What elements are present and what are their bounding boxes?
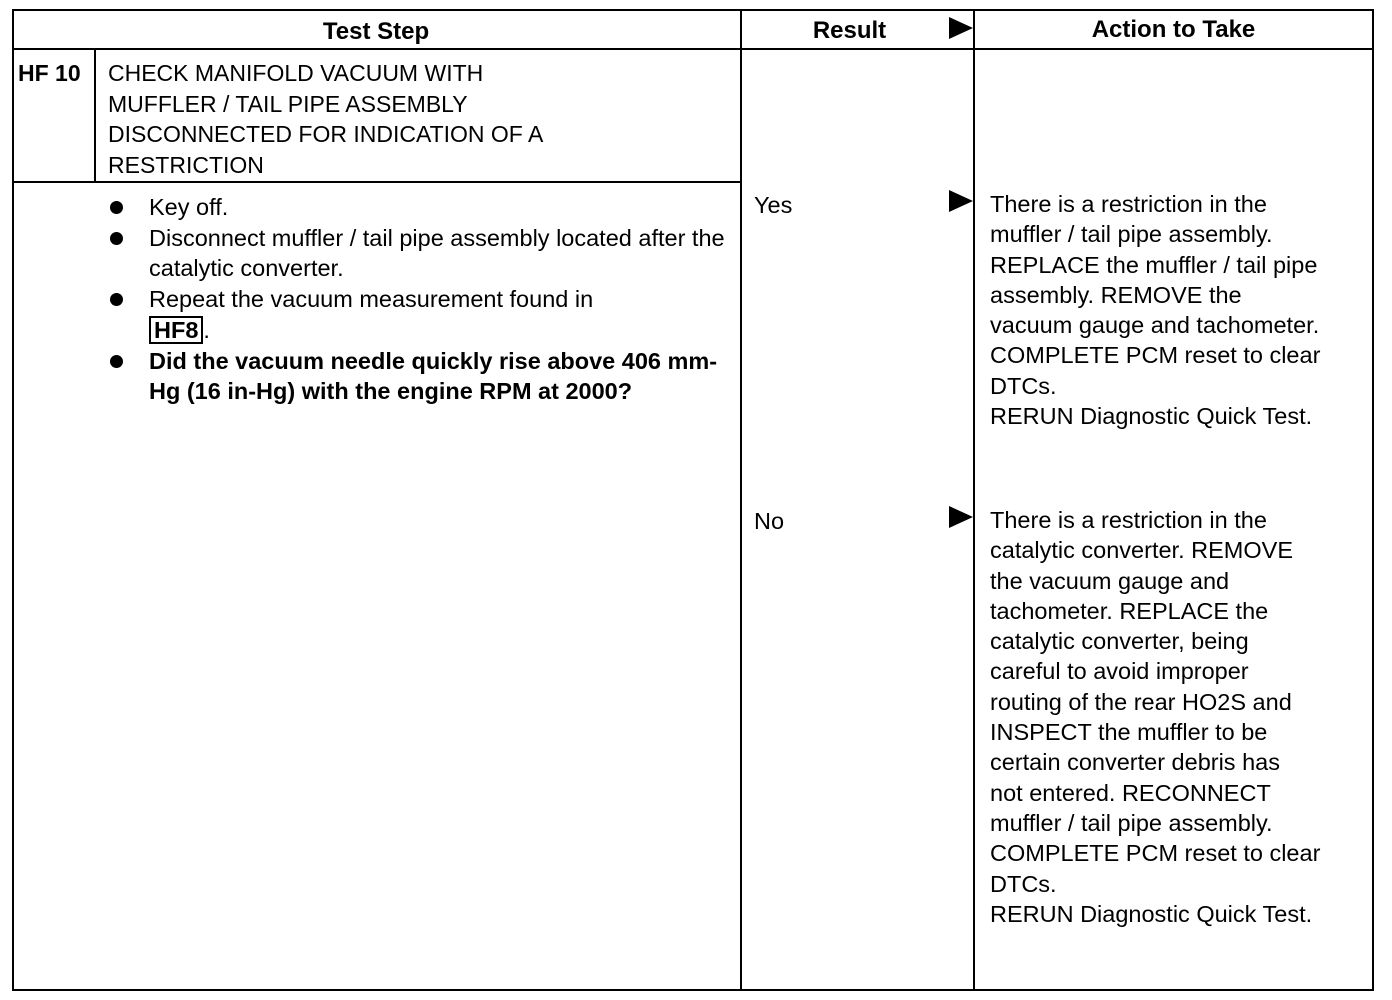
step-instructions — [105, 192, 725, 407]
action-no — [990, 505, 1370, 929]
action-line: muffler / tail pipe assembly. — [990, 221, 1273, 248]
action-line: catalytic converter. REMOVE — [990, 537, 1293, 564]
step-code-divider — [94, 48, 96, 183]
step-title-line: RESTRICTION — [108, 151, 264, 178]
result-no-arrow-icon — [949, 506, 973, 528]
table-top-border — [12, 9, 1374, 11]
action-line: There is a restriction in the — [990, 507, 1267, 533]
action-line: catalytic converter, being — [990, 628, 1249, 655]
action-line: INSPECT the muffler to be — [990, 719, 1268, 746]
action-line: tachometer. REPLACE the — [990, 597, 1269, 624]
result-no: No — [754, 508, 785, 534]
header-test-step: Test Step — [322, 18, 430, 45]
step-title — [108, 58, 728, 180]
header-arrow-icon — [949, 17, 973, 39]
result-yes: Yes — [754, 192, 793, 218]
action-line: assembly. REMOVE the — [990, 281, 1242, 308]
instruction-text-end: . — [203, 317, 210, 343]
action-line: There is a restriction in the — [990, 191, 1267, 217]
bullet-icon — [110, 232, 123, 245]
action-yes — [990, 189, 1370, 431]
instruction-item — [105, 284, 725, 346]
step-title-line: MUFFLER / TAIL PIPE ASSEMBLY — [108, 90, 468, 117]
action-line: careful to avoid improper — [990, 658, 1249, 685]
action-line: RERUN Diagnostic Quick Test. — [990, 403, 1313, 430]
instruction-text: Key off. — [149, 194, 229, 220]
step-title-bottom-border — [12, 181, 740, 183]
action-line: certain converter debris has — [990, 749, 1280, 776]
step-title-line: DISCONNECTED FOR INDICATION OF A — [108, 121, 544, 147]
header-result: Result — [812, 17, 887, 44]
action-line: DTCs. — [990, 372, 1057, 399]
action-line: the vacuum gauge and — [990, 567, 1230, 594]
action-line: COMPLETE PCM reset to clear — [990, 840, 1321, 867]
instruction-text: Repeat the vacuum measurement found in — [149, 285, 594, 312]
header-action: Action to Take — [1091, 16, 1256, 43]
instruction-item-question — [105, 346, 725, 407]
action-line: routing of the rear HO2S and — [990, 688, 1292, 715]
instruction-item — [105, 192, 725, 223]
table-left-border — [12, 9, 14, 991]
result-yes-arrow-icon — [949, 190, 973, 212]
action-line: DTCs. — [990, 870, 1057, 897]
table-bottom-border — [12, 989, 1374, 991]
column-divider-result — [740, 9, 742, 991]
action-line: COMPLETE PCM reset to clear — [990, 342, 1321, 369]
instruction-text: Disconnect muffler / tail pipe assembly located after the catalytic converter. — [149, 224, 725, 281]
step-reference-hf8[interactable]: HF8 — [149, 316, 203, 344]
step-title-line: CHECK MANIFOLD VACUUM WITH — [108, 60, 484, 86]
bullet-icon — [110, 201, 123, 214]
step-code: HF 10 — [18, 60, 81, 86]
action-line: REPLACE the muffler / tail pipe — [990, 251, 1318, 278]
bullet-icon — [110, 293, 123, 306]
instruction-item — [105, 223, 725, 284]
action-line: RERUN Diagnostic Quick Test. — [990, 900, 1313, 927]
table-right-border — [1372, 9, 1374, 991]
action-line: not entered. RECONNECT — [990, 779, 1271, 806]
column-divider-action — [973, 9, 975, 991]
instruction-question-text: Did the vacuum needle quickly rise above 406 mm-Hg (16 in-Hg) with the engine RPM at 2000? — [149, 347, 718, 404]
action-line: muffler / tail pipe assembly. — [990, 809, 1273, 836]
bullet-icon — [110, 355, 123, 368]
action-line: vacuum gauge and tachometer. — [990, 312, 1320, 339]
header-bottom-border — [12, 48, 1374, 50]
